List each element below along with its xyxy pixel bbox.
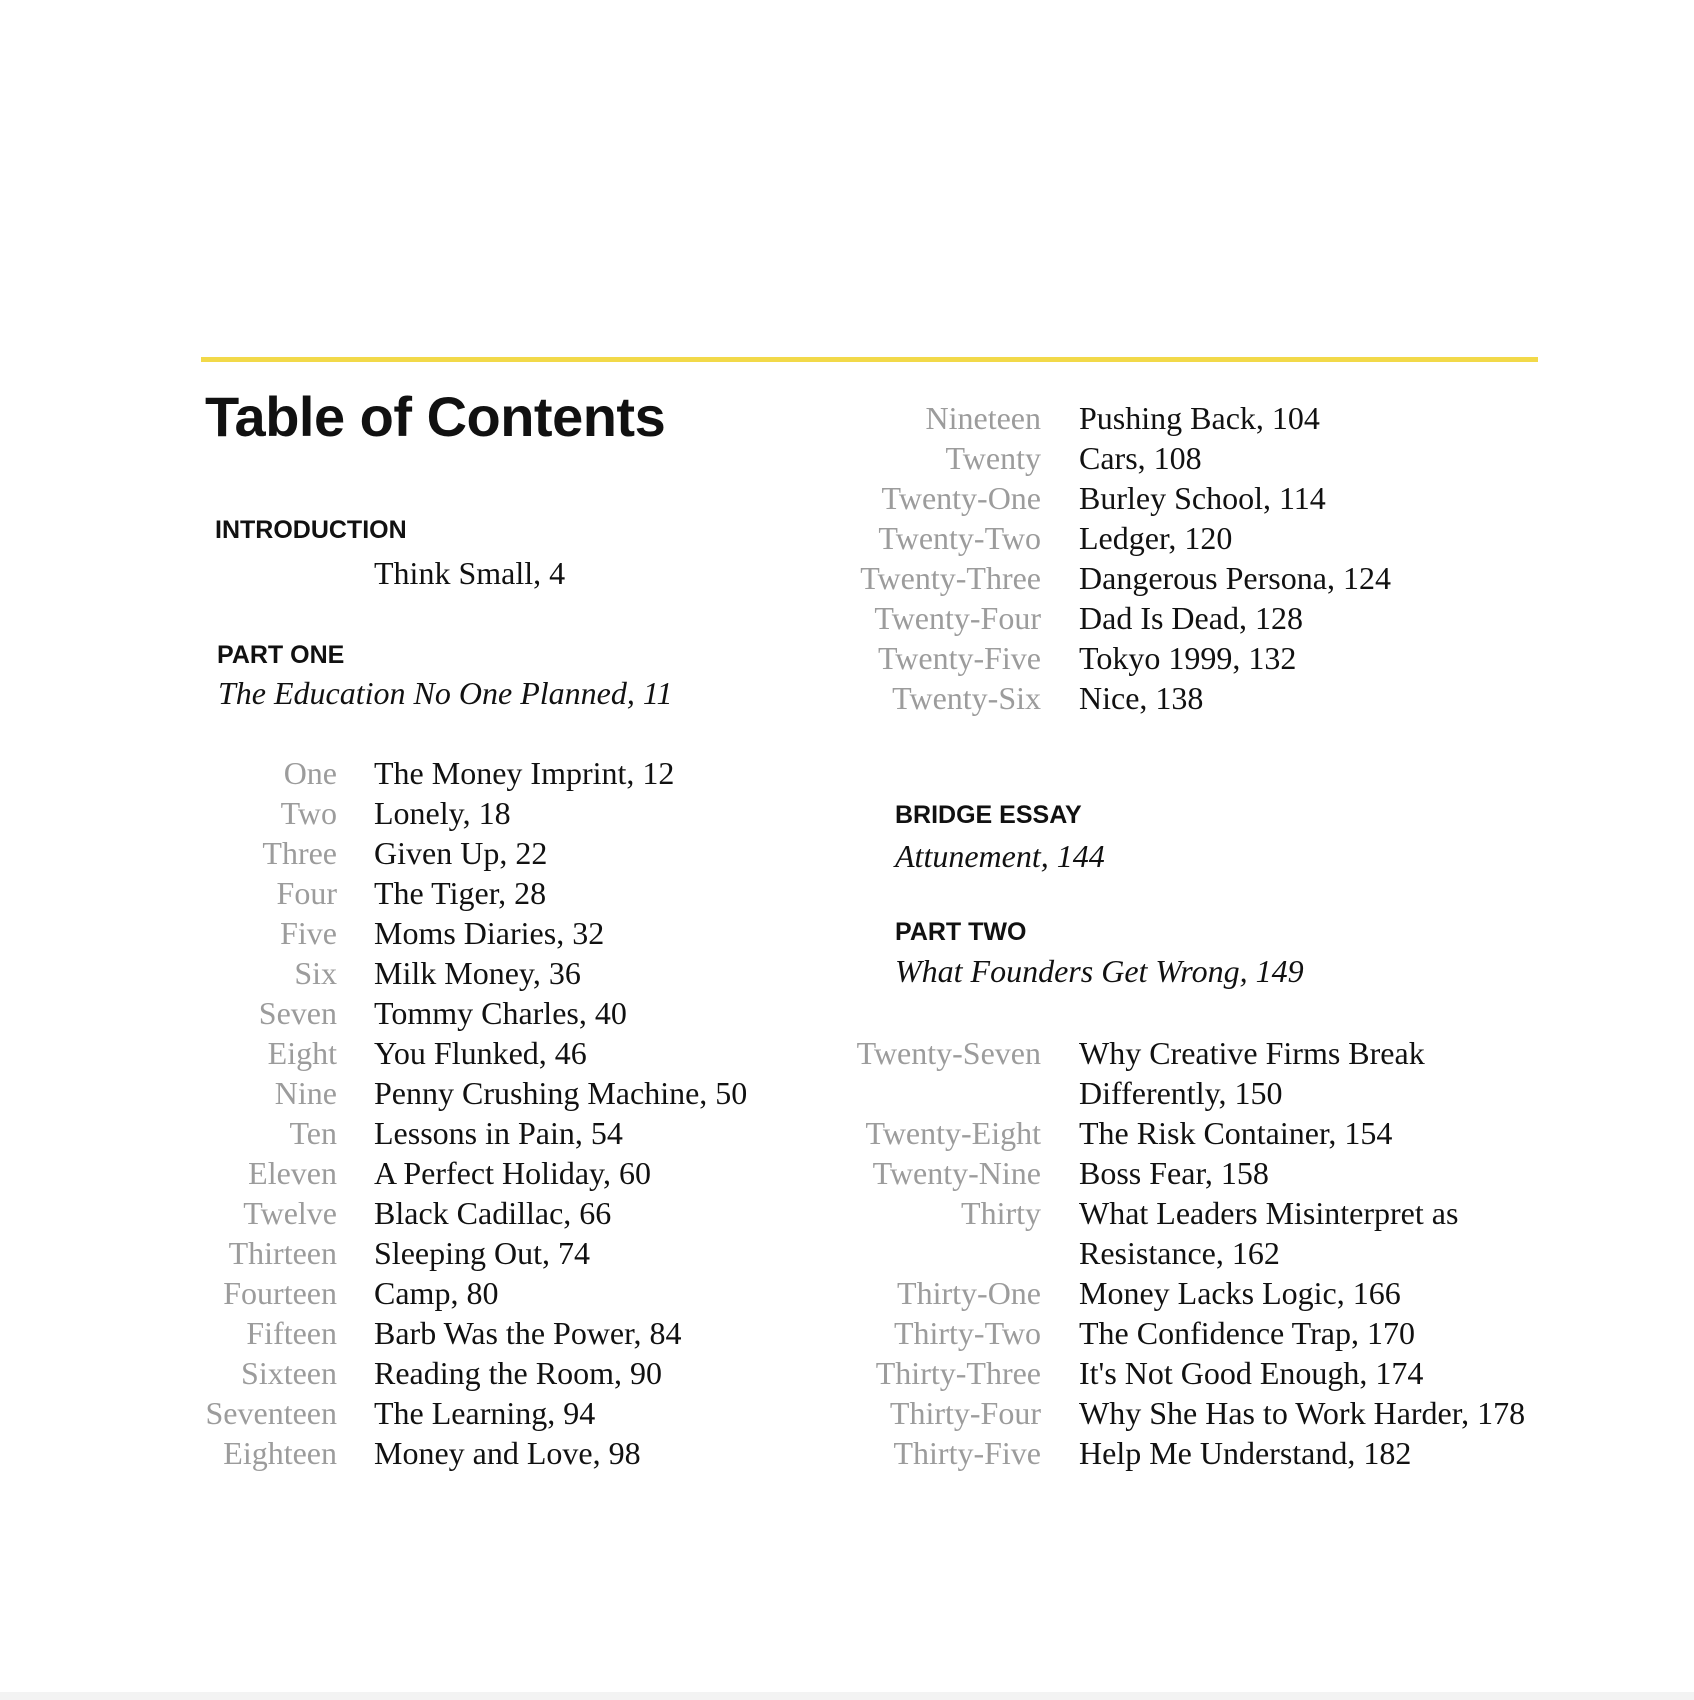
- chapter-entry: [845, 1353, 1561, 1393]
- chapter-entry: [195, 993, 804, 1033]
- chapter-number: Twenty-Four: [874, 600, 1041, 636]
- part-two-chapter-list: [845, 1033, 1561, 1473]
- part-two-title: What Founders Get Wrong, 149: [895, 953, 1304, 989]
- chapter-entry: [845, 678, 1561, 718]
- chapter-title: Boss Fear, 158: [1079, 1155, 1269, 1191]
- chapter-entry: [195, 913, 804, 953]
- part-one-label: PART ONE: [217, 641, 345, 669]
- chapter-number: Twenty-Eight: [865, 1115, 1041, 1151]
- chapter-title: What Leaders Misinterpret as Resistance, 162: [1079, 1195, 1459, 1271]
- chapter-entry: [845, 1313, 1561, 1353]
- chapter-entry: [845, 1393, 1561, 1433]
- chapter-number: Seventeen: [205, 1395, 337, 1431]
- chapter-number: Ten: [289, 1115, 337, 1151]
- introduction-label: INTRODUCTION: [215, 516, 407, 544]
- chapter-number: Four: [276, 875, 337, 911]
- chapter-number: Twenty-Nine: [872, 1155, 1041, 1191]
- chapter-number: One: [283, 755, 337, 791]
- chapter-title: Sleeping Out, 74: [374, 1235, 590, 1271]
- chapter-entry: [845, 1193, 1561, 1273]
- chapter-title: You Flunked, 46: [374, 1035, 587, 1071]
- chapter-title: Lonely, 18: [374, 795, 511, 831]
- chapter-entry: [845, 598, 1561, 638]
- chapter-number: Twenty-Two: [878, 520, 1041, 556]
- chapter-entry: [195, 1393, 804, 1433]
- chapter-entry: [195, 1353, 804, 1393]
- chapter-entry: [845, 1433, 1561, 1473]
- chapter-title: Pushing Back, 104: [1079, 400, 1320, 436]
- chapter-entry: [845, 1033, 1561, 1113]
- chapter-number: Eleven: [248, 1155, 337, 1191]
- chapter-number: Eight: [267, 1035, 337, 1071]
- chapter-entry: [845, 398, 1561, 438]
- chapter-entry: [845, 478, 1561, 518]
- part-two-label: PART TWO: [895, 918, 1027, 946]
- chapter-number: Thirty-Five: [893, 1435, 1041, 1471]
- chapter-number: Fifteen: [246, 1315, 337, 1351]
- chapter-number: Five: [280, 915, 337, 951]
- chapter-title: Why Creative Firms Break Differently, 150: [1079, 1035, 1425, 1111]
- chapter-title: Tokyo 1999, 132: [1079, 640, 1297, 676]
- part-one-chapter-list: [195, 753, 804, 1473]
- chapter-entry: [845, 1113, 1561, 1153]
- chapter-entry: [195, 1033, 804, 1073]
- chapter-title: Dad Is Dead, 128: [1079, 600, 1303, 636]
- chapter-number: Twenty: [945, 440, 1041, 476]
- chapter-number: Thirty-Three: [875, 1355, 1041, 1391]
- chapter-title: Tommy Charles, 40: [374, 995, 627, 1031]
- chapter-entry: [195, 953, 804, 993]
- chapter-title: Milk Money, 36: [374, 955, 581, 991]
- chapter-number: Twenty-Seven: [856, 1035, 1041, 1071]
- page-bottom-edge: [0, 1692, 1694, 1700]
- chapter-entry: [195, 1073, 804, 1113]
- chapter-number: Three: [262, 835, 337, 871]
- chapter-entry: [195, 833, 804, 873]
- chapter-entry: [845, 518, 1561, 558]
- chapter-entry: [195, 793, 804, 833]
- introduction-entry: Think Small, 4: [374, 555, 566, 591]
- chapter-title: The Confidence Trap, 170: [1079, 1315, 1415, 1351]
- chapter-number: Two: [280, 795, 337, 831]
- chapter-entry: [195, 1313, 804, 1353]
- chapter-title: The Tiger, 28: [374, 875, 547, 911]
- chapter-number: Nineteen: [925, 400, 1041, 436]
- chapter-number: Seven: [258, 995, 337, 1031]
- chapter-number: Thirty-Two: [893, 1315, 1041, 1351]
- chapter-entry: [195, 1193, 804, 1233]
- chapter-entry: [195, 1233, 804, 1273]
- chapter-entry: [845, 438, 1561, 478]
- chapter-entry: [845, 638, 1561, 678]
- chapter-number: Eighteen: [223, 1435, 337, 1471]
- chapter-title: Money and Love, 98: [374, 1435, 641, 1471]
- part-one-title: The Education No One Planned, 11: [218, 675, 673, 711]
- chapter-number: Twenty-Six: [892, 680, 1041, 716]
- chapter-number: Six: [294, 955, 337, 991]
- chapter-title: A Perfect Holiday, 60: [374, 1155, 651, 1191]
- chapter-title: Reading the Room, 90: [374, 1355, 662, 1391]
- chapter-entry: [845, 558, 1561, 598]
- chapter-title: Ledger, 120: [1079, 520, 1233, 556]
- chapter-entry: [845, 1273, 1561, 1313]
- chapter-title: Help Me Understand, 182: [1079, 1435, 1412, 1471]
- bridge-essay-title: Attunement, 144: [895, 838, 1105, 874]
- chapter-title: Dangerous Persona, 124: [1079, 560, 1391, 596]
- chapter-number: Twelve: [243, 1195, 337, 1231]
- chapter-entry: [195, 1273, 804, 1313]
- chapter-number: Thirty: [961, 1195, 1041, 1231]
- chapter-title: Burley School, 114: [1079, 480, 1326, 516]
- chapter-title: Penny Crushing Machine, 50: [374, 1075, 748, 1111]
- chapter-entry: [195, 1433, 804, 1473]
- chapter-number: Sixteen: [241, 1355, 337, 1391]
- chapter-entry: [195, 873, 804, 913]
- chapter-title: Nice, 138: [1079, 680, 1204, 716]
- chapter-title: The Money Imprint, 12: [374, 755, 675, 791]
- chapter-title: Money Lacks Logic, 166: [1079, 1275, 1401, 1311]
- part-one-chapter-list-continued: [845, 398, 1561, 718]
- chapter-title: It's Not Good Enough, 174: [1079, 1355, 1424, 1391]
- chapter-entry: [195, 753, 804, 793]
- chapter-number: Twenty-Five: [877, 640, 1041, 676]
- chapter-entry: [195, 1153, 804, 1193]
- chapter-title: Lessons in Pain, 54: [374, 1115, 623, 1151]
- chapter-title: Barb Was the Power, 84: [374, 1315, 682, 1351]
- chapter-title: Given Up, 22: [374, 835, 548, 871]
- chapter-number: Twenty-One: [881, 480, 1041, 516]
- bridge-essay-label: BRIDGE ESSAY: [895, 801, 1082, 829]
- chapter-number: Nine: [274, 1075, 337, 1111]
- chapter-title: Cars, 108: [1079, 440, 1202, 476]
- chapter-title: Camp, 80: [374, 1275, 499, 1311]
- chapter-title: The Learning, 94: [374, 1395, 596, 1431]
- chapter-title: Moms Diaries, 32: [374, 915, 605, 951]
- header-rule: [201, 357, 1538, 362]
- chapter-number: Thirty-Four: [889, 1395, 1041, 1431]
- chapter-title: Why She Has to Work Harder, 178: [1079, 1395, 1526, 1431]
- chapter-title: Black Cadillac, 66: [374, 1195, 612, 1231]
- chapter-entry: [195, 1113, 804, 1153]
- chapter-number: Fourteen: [223, 1275, 337, 1311]
- chapter-title: The Risk Container, 154: [1079, 1115, 1393, 1151]
- page-title: Table of Contents: [205, 385, 666, 448]
- chapter-number: Thirteen: [228, 1235, 337, 1271]
- chapter-number: Thirty-One: [897, 1275, 1041, 1311]
- chapter-number: Twenty-Three: [860, 560, 1041, 596]
- chapter-entry: [845, 1153, 1561, 1193]
